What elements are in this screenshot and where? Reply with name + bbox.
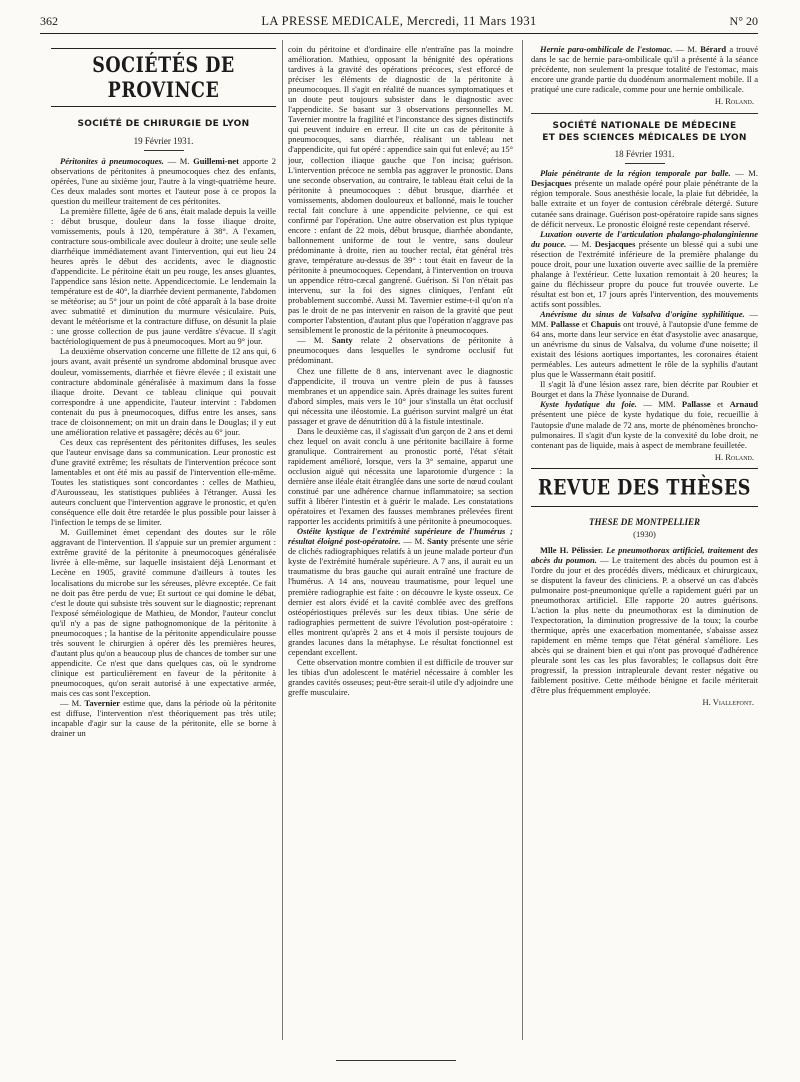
article-paragraph: — M. Tavernier estime que, dans la période où la péritonite est diffuse, l'intervention n'est théoriquement pas très utile; incapable d'agir sur la cause de la péritonite, elle se borne à drainer un: [51, 698, 276, 739]
article-paragraph: Dans le deuxième cas, il s'agissait d'un garçon de 2 ans et demi chez lequel on avait conclu à une péritonite bacillaire à forme granulique. Contrairement au pronostic porté, l'état s'était rapidement amélioré, lorsque, vers la 3° semaine, apparut une occlusion aiguë qui nécessita une laparotomie d'urgence : la dernière anse iléale était étranglée dans une sorte de nœud coulant constitué par une adhérence charnue inflammatoire; sa section suffit à libérer l'intestin et à guérir le malade. Les constatations opératoires et l'examen des fausses membranes prélevées firent rapporter les accidents primitifs à une péritonite à pneumocoques.: [288, 425, 513, 527]
author-signature: H. Roland.: [714, 96, 754, 107]
article-paragraph: Anévrisme du sinus de Valsalva d'origine syphilitique. — MM. Pallasse et Chapuis ont trouvé, à l'autopsie d'une femme de 64 ans, morte dans leur service en état d'asystolie avec anasarque, un anévrisme du sinus de Valsalva, du volume d'une noisette; il existait des lésions aortiques importantes, les coronaires étaient perméables. Les auteurs admettent le rôle de la syphilis d'autant plus que le Wassermann était positif.: [531, 308, 758, 380]
thesis-year: (1930): [633, 528, 656, 539]
column-3: [531, 44, 758, 1044]
society-title: SOCIÉTÉ DE CHIRURGIE DE LYON: [77, 119, 250, 129]
meeting-date: 19 Février 1931.: [133, 135, 194, 146]
header-rule: [40, 33, 758, 34]
section-title: SOCIÉTÉS DE PROVINCE: [92, 53, 235, 103]
section-title-box: [531, 468, 758, 507]
masthead: LA PRESSE MEDICALE, Mercredi, 11 Mars 1931: [261, 14, 537, 28]
thesis-school: THESE DE MONTPELLIER: [588, 516, 700, 527]
article-paragraph: Péritonites à pneumocoques. — M. Guillemi-net apporte 2 observations de péritonites à pneumocoques chez des enfants, opérées, l'une au sixième jour, l'autre à la vingt-quatrième heure. Ces deux malades sont mortes et l'auteur pose à ce propos la question du meilleur traitement de ces péritonites.: [51, 155, 276, 206]
bottom-rule: [336, 1060, 456, 1061]
section-rule: [531, 113, 758, 114]
author-signature: H. Roland.: [714, 451, 754, 462]
article-paragraph: La première fillette, âgée de 6 ans, était malade depuis la veille : début brusque, douleur dans la fosse iliaque droite, vomissements, pouls à 120, température à 38°. A l'examen, contracture sous-ombilicale avec douleur à droite; une seule selle diarrhéique immédiatement avant l'intervention, qui eut lieu 24 heures après le début des accidents, avec le diagnostic d'appendicite. Le péritoine était un peu rouge, les anses gluantes, l'appendice sans lésion nette. Appendicectomie. Le lendemain la température est de 40°, la diarrhée devient permanente, l'abdomen se météorise; au 5° jour un point de côté apparaît à la base droite avec submatité et diminution du murmure vésiculaire. Puis, devant le météorisme et la contracture diffuse, on désunit la plaie : une grosse collection de pus jaune verdâtre s'évacue. Il s'agit bactériologiquement de pus à pneumocoques. Mort au 9° jour.: [51, 205, 276, 347]
article-paragraph: Chez une fillette de 8 ans, intervenant avec le diagnostic d'appendicite, il trouva un ventre plein de pus à fausses membranes et un appendice sain. Après drainage les suites furent d'abord simples, mais vers le 10° jour s'installa un état occlusif qui nécessita une iléostomie. La guérison survint malgré un état passager et grave de dénutrition dû à la fistule intestinale.: [288, 365, 513, 426]
author-signature: H. Viallefont.: [702, 697, 754, 708]
section-title-box: [51, 48, 276, 107]
article-paragraph: Luxation ouverte de l'articulation phalango-phalanginienne du pouce. — M. Desjacques présente un blessé qui a subi une résection de l'extrémité inférieure de la première phalange du pouce droit, pour une luxation ouverte avec saillie de la première phalange à l'extérieur. Cette luxation remontait à 20 heures; la gaine du fléchisseur propre du pouce fut trouvée ouverte. Le résultat est bon et, 17 jours après l'intervention, des mouvements actifs sont possibles.: [531, 228, 758, 309]
article-paragraph: Mlle H. Pélissier. Le pneumothorax artificiel, traitement des abcès du poumon. — Le traitement des abcès du poumon est à l'ordre du jour et des procédés divers, médicaux et chirurgicaux, se disputent la faveur des cliniciens. P. a observé un cas d'abcès pulmonaire post-pneumonique qu'elle a rapidement guéri par un pneumothorax artificiel. Elle rapporte 20 autres guérisons. L'action la plus nette du pneumothorax est la diminution de l'expectoration, la diminution progressive de la toux; la courbe thermique, après une exacerbation momentanée, s'abaisse assez rapidement en même temps que l'état général s'améliore. Les abcès qui se drainent bien et qui n'ont pas provoqué d'adhérence pleurale sont les cas les plus favorables; le collapsus doit être progressif, la pression intrapleurale devant rester négative ou faiblement positive. Cette méthode bénigne et facile mériterait d'être plus fréquemment employée.: [531, 544, 758, 696]
article-paragraph: Ces deux cas représentent des péritonites diffuses, les seules que l'auteur envisage dans sa communication. Leur pronostic est d'une gravité extrême; les résultats de l'intervention précoce sont lamentables et ont été mis au passif de l'intervention elle-même. Toutes les statistiques sont concordantes : celles de Mathieu, d'Aurousseau, les statistiques publiées à l'étranger. Aussi les auteurs concluent que l'intervention aggrave le pronostic, et qu'en conséquence elle doit être retardée le plus possible pour laisser à l'infection le temps de se limiter.: [51, 436, 276, 528]
article-paragraph: Cette observation montre combien il est difficile de trouver sur les tibias d'un adolescent le matériel nécessaire à combler les grandes cavités osseuses; peut-être serait-il utile d'y adjoindre une greffe musculaire.: [288, 656, 513, 697]
column-rule: [282, 40, 283, 1040]
issue-number: N° 20: [729, 14, 758, 28]
article-paragraph: M. Guilleminet émet cependant des doutes sur le rôle aggravant de l'intervention. Il s'appuie sur un premier argument : extrême gravité de la péritonite à pneumocoques généralisée livrée à elle-même, sur laquelle insistaient déjà Lenormant et Lecène en 1905, gravité commune d'ailleurs à toutes les localisations du microbe sur les séreuses, plèvre exceptée. Ce fait ne doit pas être perdu de vue; Et surtout ce qui domine le débat, c'est le doute qui subsiste très souvent sur le diagnostic; reprenant l'exposé séméiologique de Mathieu, de Mondor, l'auteur conclut qu'il n'y a pas de signe pathognomonique de la péritonite à pneumocoques ; la hantise de la péritonite appendiculaire pousse très souvent le chirurgien à opérer dès les premières heures, d'autant plus qu'on a beaucoup plus de chances de tomber sur une appendicite. Ce n'est que dans quelques cas, où le syndrome clinique est particulièrement en faveur de la péritonite à pneumocoques, qu'on serait autorisé à une expectative armée, mais ces cas sont l'exception.: [51, 527, 276, 699]
article-paragraph: coin du péritoine et d'ordinaire elle n'entraîne pas la moindre amélioration. Mathieu, opposant la bénignité des opérations tardives à la gravité des opérations précoces, s'est efforcé de préciser les éléments de diagnostic de la péritonite à pneumocoques. Il s'agit en réalité de nuances symptomatiques et un doute peut toujours subsister dans le diagnostic avec l'appendicite. Se basant sur 3 observations personnelles M. Tavernier montre la fragilité et l'inconstance des signes distinctifs qui peuvent induire en erreur. Il cite un cas de péritonite à pneumocoques, sans diarrhée, réalisant un tableau net d'appendicite, qui fut opéré : appendice sain qui fut enlevé; au 15° jour, collection iliaque gauche que l'on incisa; guérison. L'intervention précoce ne sembla pas aggraver le pronostic. Dans une seconde observation, au contraire, le tableau était celui de la péritonite à pneumocoques : début brusque, diarrhée et vomissements, abdomen douloureux et ballonné, mais le toucher rectal fait conclure à une appendicite pelvienne, ce qui est confirmé par l'opération. Une autre observation est plus typique encore : enfant de 22 mois, début brusque, diarrhée abondante, ballonnement uniforme de tout le ventre, sans douleur prédominante à droite, rien au toucher rectal, état général très grave, température au-dessus de 39° : tout était en faveur de la péritonite à pneumocoques. Cependant, à l'intervention on trouva un appendice rétro-cæcal gangrené. Guérison. Si l'on n'était pas intervenu, sur la foi des signes cliniques, l'enfant eût probablement succombé. Aussi M. Tavernier estime-t-il qu'on n'a pas le droit de ne pas intervenir en raison de la gravité que peut comporter l'abstention, d'autant plus que l'opération n'aggrave pas sensiblement le pronostic de la péritonite à pneumocoques.: [288, 44, 513, 336]
meeting-date: 18 Février 1931.: [614, 149, 675, 160]
article-paragraph: La deuxième observation concerne une fillette de 12 ans qui, 6 jours avant, avait présenté un syndrome abdominal brusque avec douleur, vomissements, diarrhée et fièvre élevée ; il existait une contracture abdominale généralisée à maximum dans la fosse iliaque droite. Devant ce tableau clinique qui pouvait correspondre à une appendicite, l'auteur intervint : l'abdomen contenait du pus à pneumocoques, diffus entre les anses, sans trace de cloisonnement; on mit un drain dans le Douglas; il y eut une amélioration relative et passagère; décès au 6° jour.: [51, 346, 276, 437]
article-paragraph: Il s'agit là d'une lésion assez rare, bien décrite par Roubier et Bourget et dans la Thèse lyonnaise de Durand.: [531, 379, 758, 400]
column-2: [288, 44, 513, 1044]
column-1: [51, 44, 276, 1044]
article-paragraph: Kyste hydatique du foie. — MM. Pallasse et Arnaud présentent une pièce de kyste hydatique du foie, recueillie à l'autopsie d'une malade de 72 ans, morte de phénomènes broncho-pulmonaires. Il s'agit d'un kyste de la convexité du lobe droit, ne contenant pas de liquide, mais à aspect de membrane feuilletée.: [531, 399, 758, 450]
article-paragraph: Hernie para-ombilicale de l'estomac. — M. Bérard a trouvé dans le sac de hernie para-ombilicale qu'il a présenté à la séance précédente, non seulement la presque totalité de l'estomac, mais encore une grande partie du duodénum anormalement mobile. Il a pratiqué une cure radicale, comme pour une hernie ombilicale.: [531, 44, 758, 95]
society-title: SOCIÉTÉ NATIONALE DE MÉDECINE ET DES SCIENCES MÉDICALES DE LYON: [542, 121, 747, 143]
page-number: 362: [40, 14, 58, 28]
article-paragraph: Plaie pénétrante de la région temporale par balle. — M. Desjacques présente un malade opéré pour plaie pénétrante de la région temporale. Sous anesthésie locale, la plaie fut débridée, la balle extraite et un foyer de contusion cérébrale détergé. Suture cutanée sans drainage. Guérison post-opératoire rapide sans signes de déficit nerveux. Le pronostic éloigné reste cependant réservé.: [531, 168, 758, 229]
column-rule: [522, 40, 523, 1040]
section-title: REVUE DES THÈSES: [538, 475, 751, 501]
article-paragraph: — M. Santy relate 2 observations de péritonite à pneumocoques dans lesquelles le syndrome occlusif fut prédominant.: [288, 335, 513, 366]
article-paragraph: Ostéite kystique de l'extrémité supérieure de l'humérus ; résultat éloigné post-opératoire. — M. Santy présente une série de clichés radiographiques relatifs à un jeune malade porteur d'un kyste de l'extrémité humérale supérieure. A 7 ans, il aurait eu un traumatisme du bras gauche qui aurait entraîné une fracture de l'humérus. A 14 ans, nouveau traumatisme, pour lequel une première radiographie est faite : on découvre le kyste osseux. Ce dernier est alors évidé et la cavité comblée avec des greffons ostéopériostiques prélevés sur les deux tibias. Une série de radiographies permettent de suivre l'évolution post-opératoire : elles montrent qu'après 2 ans et 4 mois il persiste toujours de grandes lacunes dans la métaphyse. Le résultat fonctionnel est cependant excellent.: [288, 526, 513, 657]
page-header: [40, 12, 758, 34]
